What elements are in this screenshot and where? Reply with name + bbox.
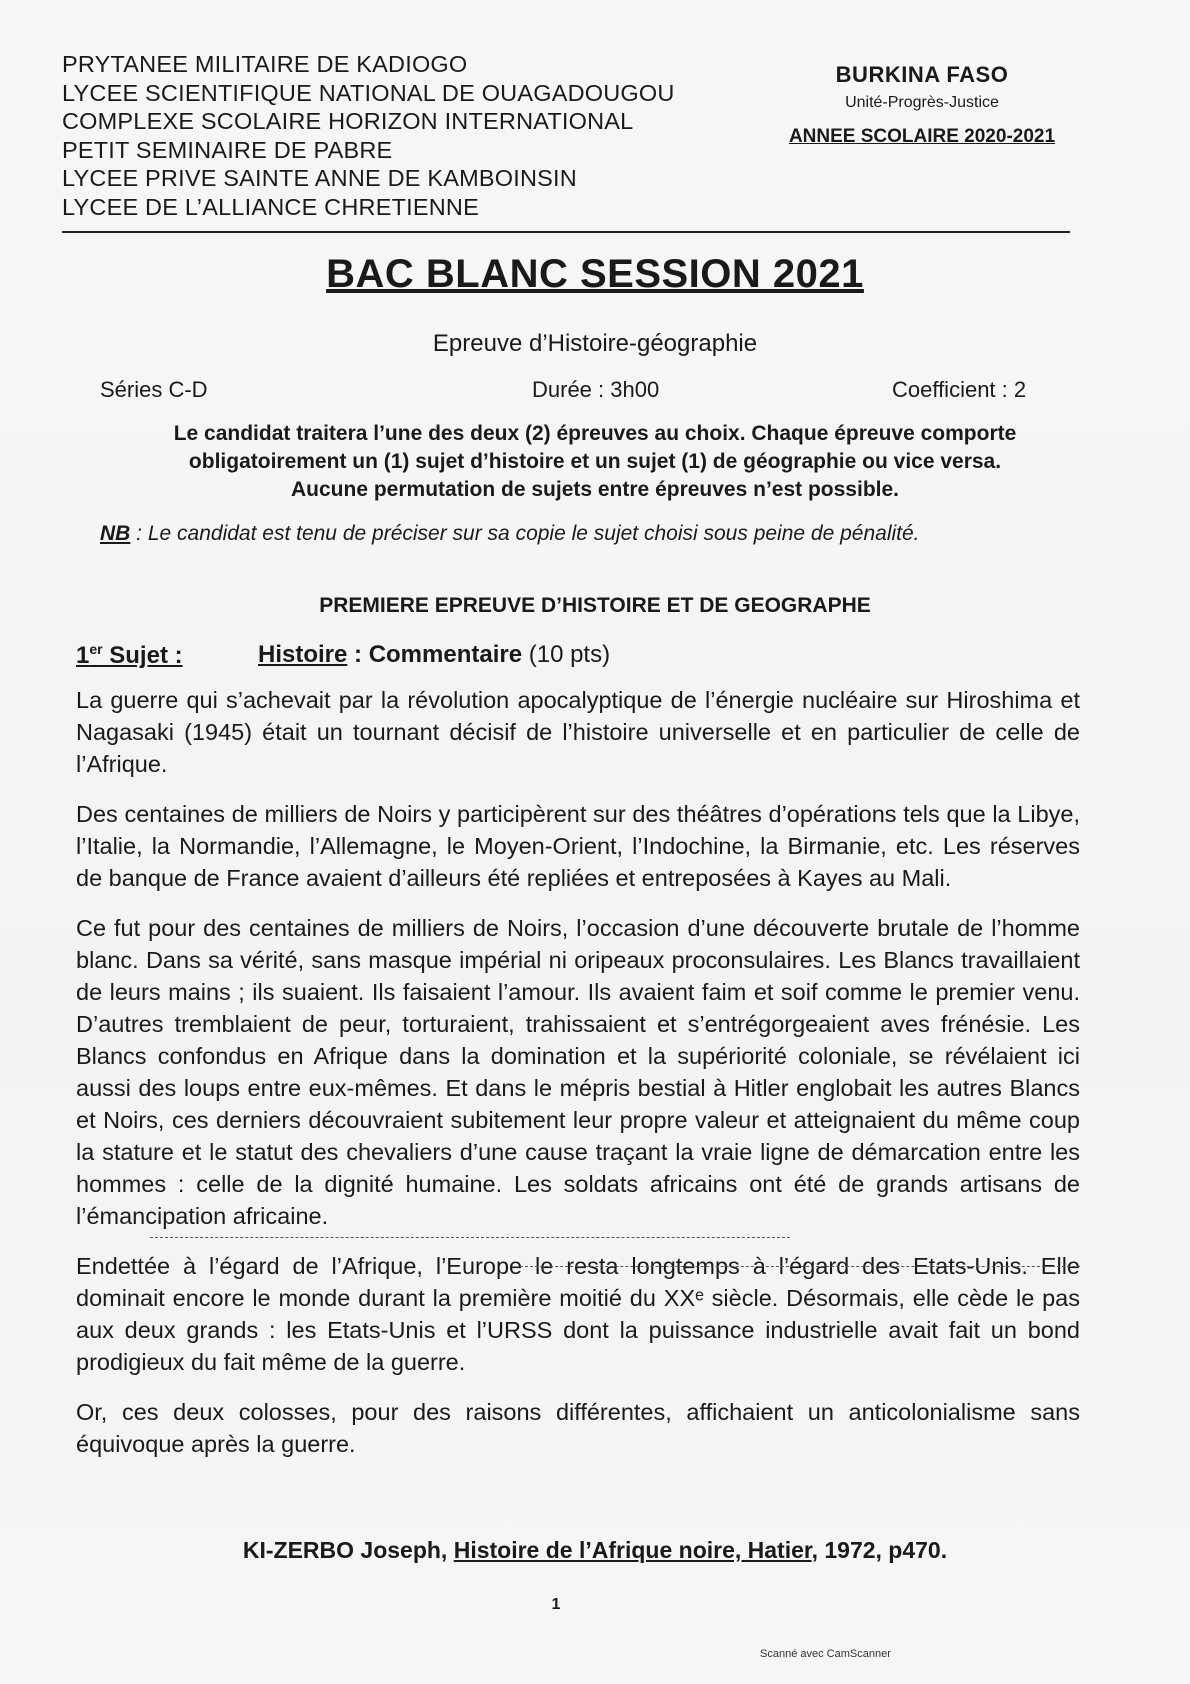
handwritten-underline <box>150 1237 790 1238</box>
source-author: KI-ZERBO Joseph, <box>242 1537 454 1563</box>
text-paragraph: Endettée à l’égard de l’Afrique, l’Europe le resta longtemps à l’égard des Etats-Unis. Elle dominait encore le monde durant la première moitié du XXᵉ siècle. Désormais, elle cède le pas aux deux grands : les Etats-Unis et l’URSS dont la puissance industrielle avait fait un bond prodigieux du fait même de la guerre. <box>76 1253 1080 1375</box>
exam-series: Séries C-D <box>100 377 208 402</box>
school-name: PRYTANEE MILITAIRE DE KADIOGO <box>62 51 468 77</box>
text-paragraph: Des centaines de milliers de Noirs y participèrent sur des théâtres d’opérations tels que la Libye, l’Italie, la Normandie, l’Allemagne, le Moyen-Orient, l’Indochine, la Birmanie, etc. Les réserves de banque de France avaient d’ailleurs été repliées et entreposées à Kayes au Mali. <box>76 801 1080 891</box>
instruction-line: Le candidat traitera l’une des deux (2) épreuves au choix. Chaque épreuve comporte <box>173 422 1017 445</box>
subject-number <box>76 641 183 670</box>
instruction-line: obligatoirement un (1) sujet d’histoire et un sujet (1) de géographie ou vice versa. <box>188 450 1002 473</box>
nb-label: NB <box>100 522 131 545</box>
school-name: PETIT SEMINAIRE DE PABRE <box>62 136 393 163</box>
exam-duration: Durée : 3h00 <box>532 377 660 402</box>
school-name: LYCEE PRIVE SAINTE ANNE DE KAMBOINSIN <box>62 165 577 191</box>
instruction-line: Aucune permutation de sujets entre épreuves n’est possible. <box>291 478 899 501</box>
subject-number-sup: er <box>89 641 103 657</box>
commentary-text <box>76 684 1080 1478</box>
country-motto: Unité-Progrès-Justice <box>845 94 999 111</box>
school-name: LYCEE SCIENTIFIQUE NATIONAL DE OUAGADOUGOU <box>62 79 675 106</box>
country-block <box>752 62 1092 148</box>
source-details: , 1972, p470. <box>811 1537 948 1563</box>
scanner-watermark: Scanné avec CamScanner <box>760 1648 891 1660</box>
subject-heading: Histoire <box>258 641 348 668</box>
text-paragraph: Ce fut pour des centaines de milliers de Noirs, l’occasion d’une découverte brutale de l’homme blanc. Dans sa vérité, sans masque impérial ni oripeaux proconsulaires. Les Blancs travaillaient de leurs mains ; ils suaient. Ils faisaient l’amour. Ils avaient faim et soif comme le premier venu. D’autres tremblaient de peur, torturaient, trahissaient et s’entrégorgeaient aves frénésie. Les Blancs confondus en Afrique dans la domination et la supériorité coloniale, se révélaient ici aussi des loups entre eux-mêmes. Et dans le mépris bestial à Hitler englobait les autres Blancs et Noirs, ces derniers découvraient subitement leur propre valeur et atteignaient du même coup la stature et le statut des chevaliers d’une cause traçant la vraie ligne de démarcation entre les hommes : celle de la dignité humaine. Les soldats africains ont été de grands artisans de l’émancipation africaine. <box>76 915 1080 1229</box>
subject-type: Commentaire <box>368 641 523 668</box>
exam-instructions <box>80 420 1110 504</box>
header-divider <box>62 231 1070 233</box>
nb-note <box>100 522 1100 546</box>
handwritten-underline <box>520 1266 1080 1267</box>
subject-separator: : <box>347 641 369 668</box>
nb-text: : Le candidat est tenu de préciser sur sa copie le sujet choisi sous peine de pénalité. <box>130 522 920 545</box>
country-name: BURKINA FASO <box>835 62 1009 87</box>
text-paragraph: La guerre qui s’achevait par la révolution apocalyptique de l’énergie nucléaire sur Hiroshima et Nagasaki (1945) était un tournant décisif de l’histoire universelle et en particulier de celle de l’Afrique. <box>76 687 1080 777</box>
exam-title: BAC BLANC SESSION 2021 <box>326 252 864 296</box>
source-citation <box>0 1537 1190 1564</box>
exam-coefficient: Coefficient : 2 <box>892 377 1027 402</box>
subject-points: (10 pts) <box>522 641 611 668</box>
subject-number-label: Sujet : <box>102 642 183 669</box>
school-list <box>62 50 702 221</box>
page-number: 1 <box>551 1596 561 1613</box>
text-paragraph: Or, ces deux colosses, pour des raisons différentes, affichaient un anticolonialisme sans équivoque après la guerre. <box>76 1399 1080 1457</box>
subject-description <box>258 641 610 669</box>
school-year: ANNEE SCOLAIRE 2020-2021 <box>788 126 1056 147</box>
exam-subtitle: Epreuve d’Histoire-géographie <box>432 330 758 357</box>
subject-number-digit: 1 <box>76 642 90 669</box>
source-reference: Histoire de l’Afrique noire, Hatier <box>453 1537 812 1563</box>
section-title: PREMIERE EPREUVE D’HISTOIRE ET DE GEOGRAPHE <box>319 594 871 617</box>
school-name: COMPLEXE SCOLAIRE HORIZON INTERNATIONAL <box>62 108 634 134</box>
school-name: LYCEE DE L’ALLIANCE CHRETIENNE <box>62 193 479 220</box>
